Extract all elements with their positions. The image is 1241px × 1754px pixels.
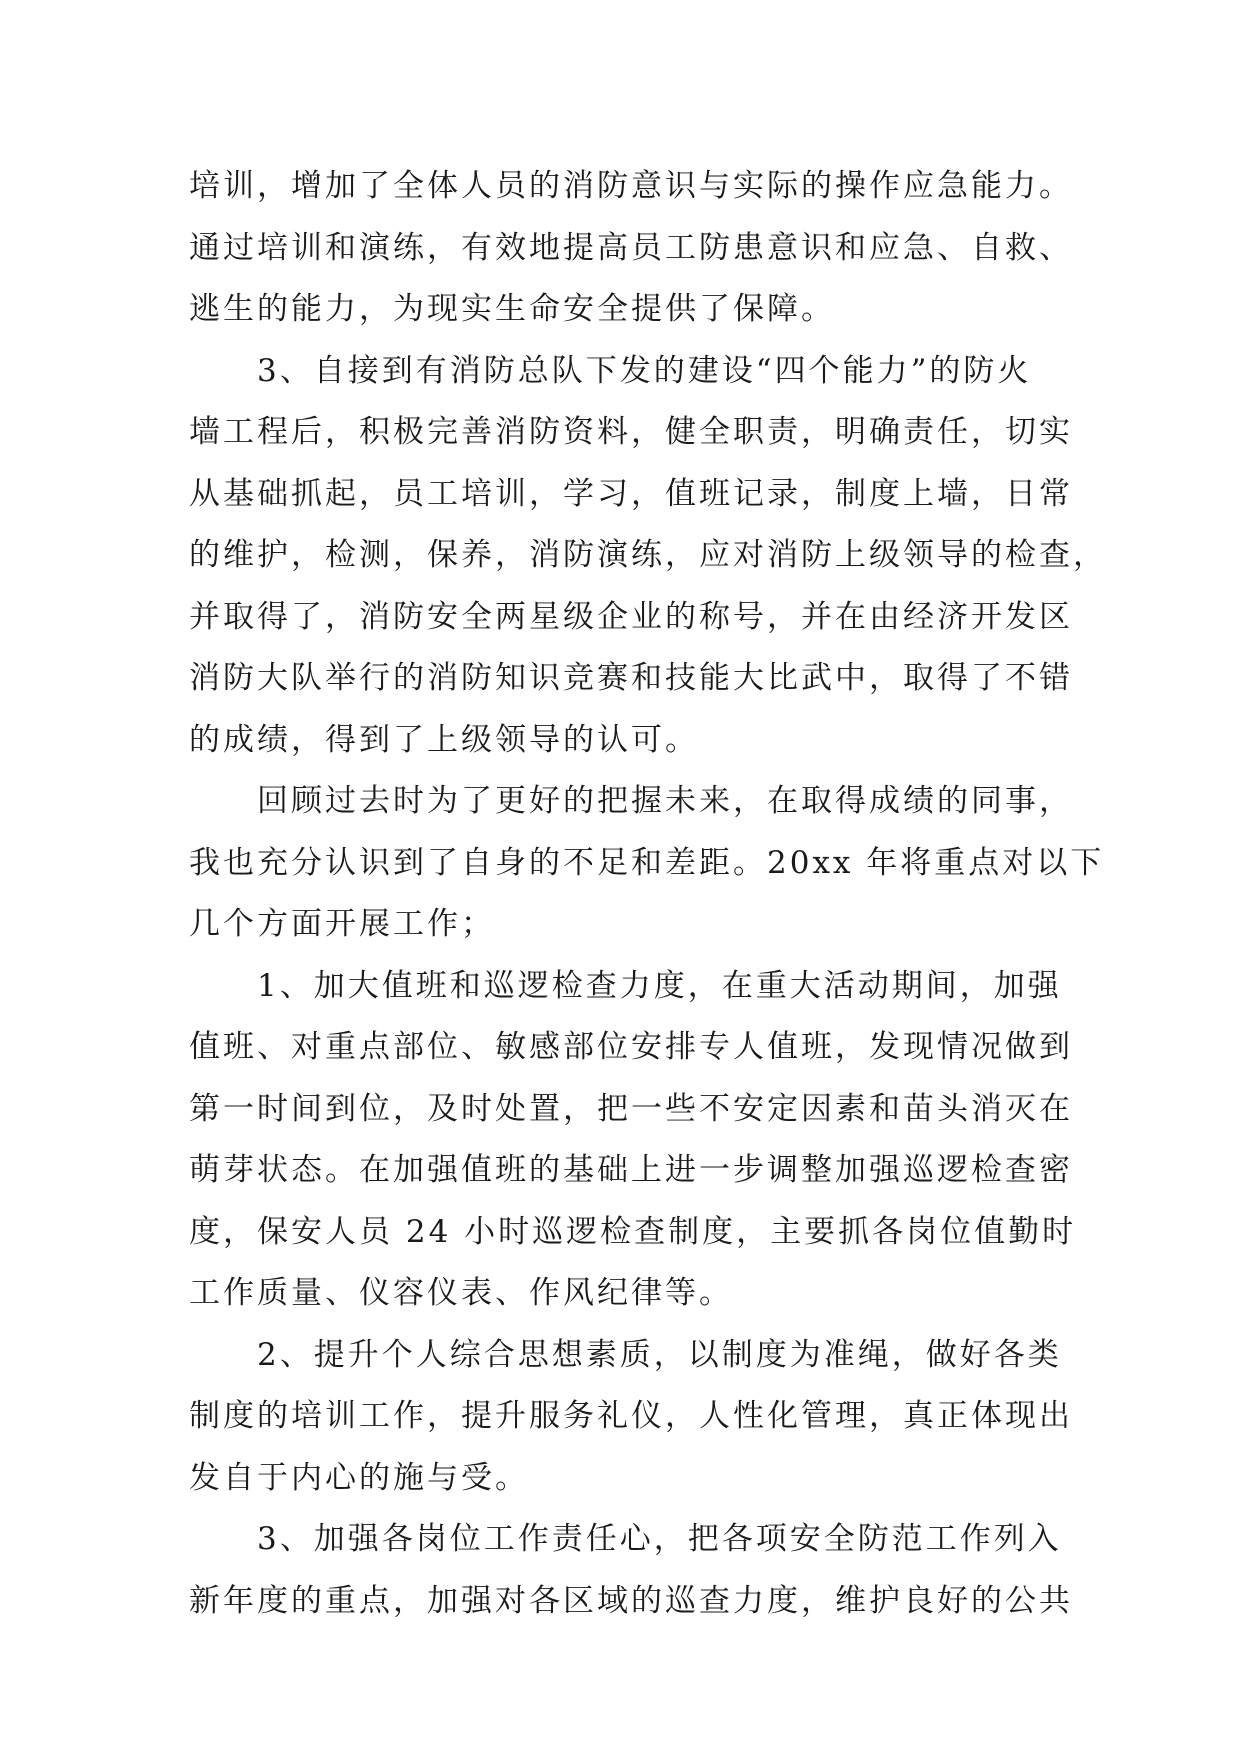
text-line: 几个方面开展工作； xyxy=(189,906,495,942)
paragraph-start-line: 3、加强各岗位工作责任心，把各项安全防范工作列入 xyxy=(257,1521,1062,1557)
text-line: 的维护，检测，保养，消防演练，应对消防上级领导的检查， xyxy=(189,537,1107,573)
text-line: 值班、对重点部位、敏感部位安排专人值班，发现情况做到 xyxy=(189,1029,1073,1065)
text-line: 并取得了，消防安全两星级企业的称号，并在由经济开发区 xyxy=(189,598,1073,635)
text-line: 通过培训和演练，有效地提高员工防患意识和应急、自救、 xyxy=(189,229,1073,266)
text-line: 从基础抓起，员工培训，学习，值班记录，制度上墙，日常 xyxy=(189,475,1073,512)
text-line: 的成绩，得到了上级领导的认可。 xyxy=(189,721,699,758)
text-line: 墙工程后，积极完善消防资料，健全职责，明确责任，切实 xyxy=(189,414,1073,450)
paragraph-start-line: 2、提升个人综合思想素质，以制度为准绳，做好各类 xyxy=(257,1336,1062,1373)
text-line: 逃生的能力，为现实生命安全提供了保障。 xyxy=(189,291,835,327)
text-line: 新年度的重点，加强对各区域的巡查力度，维护良好的公共 xyxy=(189,1582,1073,1619)
text-line: 度，保安人员 24 小时巡逻检查制度，主要抓各岗位值勤时 xyxy=(189,1213,1077,1250)
paragraph-start-line: 回顾过去时为了更好的把握未来，在取得成绩的同事， xyxy=(257,783,1073,819)
text-line: 第一时间到位，及时处置，把一些不安定因素和苗头消灭在 xyxy=(189,1090,1073,1127)
text-line: 培训，增加了全体人员的消防意识与实际的操作应急能力。 xyxy=(189,168,1073,204)
text-line: 我也充分认识到了自身的不足和差距。20xx 年将重点对以下 xyxy=(189,844,1105,881)
paragraph-start-line: 1、加大值班和巡逻检查力度，在重大活动期间，加强 xyxy=(257,967,1062,1004)
text-line: 萌芽状态。在加强值班的基础上进一步调整加强巡逻检查密 xyxy=(189,1152,1073,1188)
text-line: 发自于内心的施与受。 xyxy=(189,1459,529,1496)
text-line: 消防大队举行的消防知识竞赛和技能大比武中，取得了不错 xyxy=(189,660,1073,696)
text-line: 制度的培训工作，提升服务礼仪，人性化管理，真正体现出 xyxy=(189,1398,1073,1434)
text-line: 工作质量、仪容仪表、作风纪律等。 xyxy=(189,1275,733,1311)
document-body xyxy=(189,156,1107,1632)
paragraph-start-line: 3、自接到有消防总队下发的建设“四个能力”的防火 xyxy=(257,352,1032,389)
